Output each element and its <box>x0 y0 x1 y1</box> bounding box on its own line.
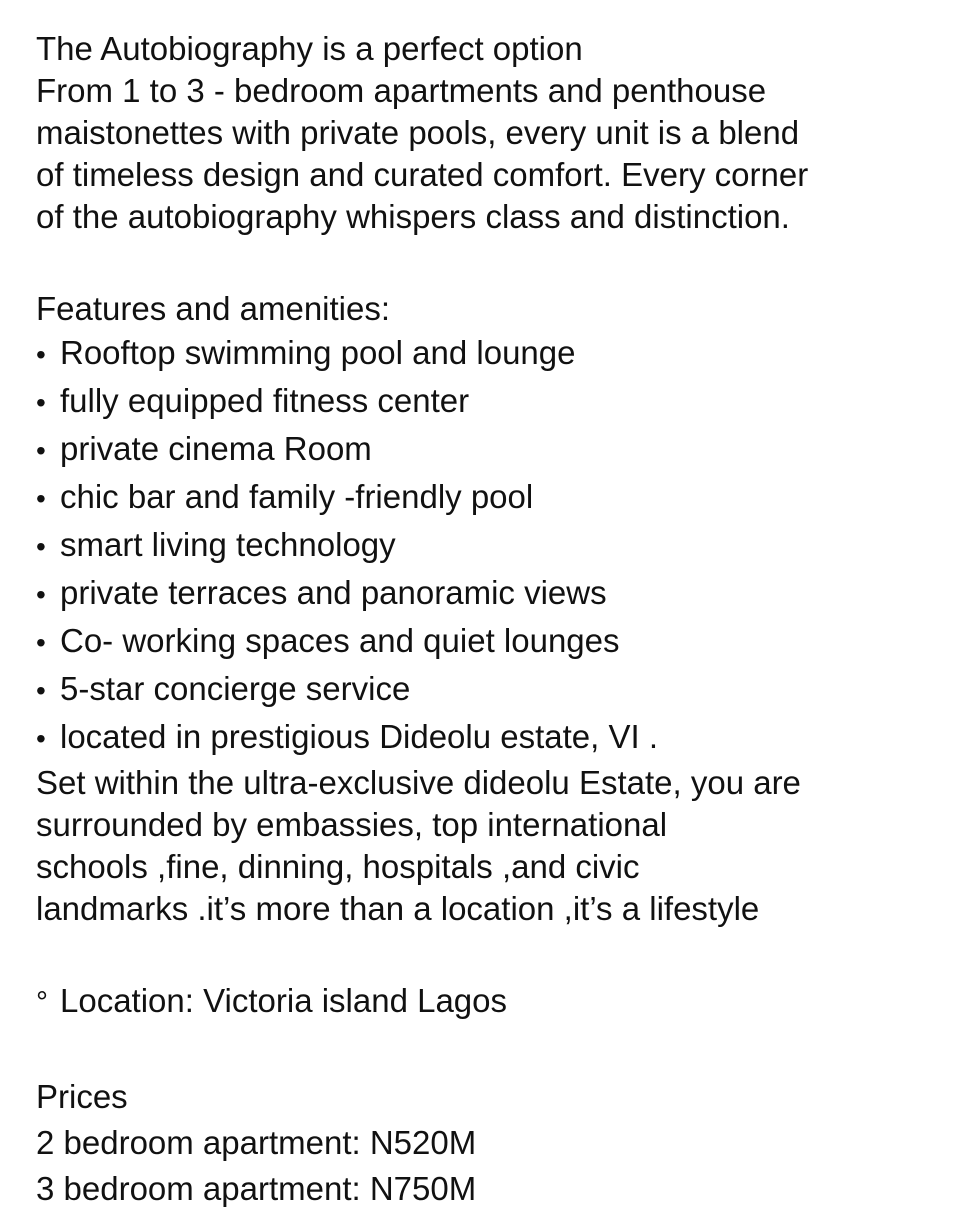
feature-text: Co- working spaces and quiet lounges <box>60 622 620 659</box>
intro-line: of timeless design and curated comfort. Every corner <box>36 156 809 193</box>
feature-text: private terraces and panoramic views <box>60 574 607 611</box>
bullet-icon: • <box>36 483 46 514</box>
spacer <box>36 1024 936 1074</box>
bullet-icon: • <box>36 387 46 418</box>
price-item: 3 bedroom apartment: N750M <box>36 1170 477 1207</box>
spacer <box>36 930 936 980</box>
bullet-icon: • <box>36 675 46 706</box>
bullet-icon: • <box>36 339 46 370</box>
setting-line: surrounded by embassies, top international <box>36 806 668 843</box>
setting-line: schools ,fine, dinning, hospitals ,and civic <box>36 848 640 885</box>
list-item <box>36 570 936 618</box>
price-item: 2 bedroom apartment: N520M <box>36 1124 477 1161</box>
degree-icon: ° <box>36 986 48 1019</box>
setting-line: Set within the ultra-exclusive dideolu Estate, you are <box>36 764 801 801</box>
list-item <box>36 474 936 522</box>
bullet-icon: • <box>36 435 46 466</box>
feature-text: smart living technology <box>60 526 396 563</box>
listing-document <box>36 28 936 1212</box>
bullet-icon: • <box>36 723 46 754</box>
list-item <box>36 426 936 474</box>
features-section <box>36 288 936 762</box>
intro-line: maistonettes with private pools, every unit is a blend <box>36 114 800 151</box>
features-heading: Features and amenities: <box>36 290 391 327</box>
location-line <box>36 980 936 1024</box>
intro-line: From 1 to 3 - bedroom apartments and penthouse <box>36 72 767 109</box>
list-item <box>36 522 936 570</box>
prices-section <box>36 1074 936 1212</box>
intro-title-line: The Autobiography is a perfect option <box>36 30 583 67</box>
list-item <box>36 378 936 426</box>
list-item <box>36 618 936 666</box>
feature-text: located in prestigious Dideolu estate, VI . <box>60 718 659 755</box>
setting-line: landmarks .it’s more than a location ,it’s a lifestyle <box>36 890 760 927</box>
list-item <box>36 714 936 762</box>
feature-text: Rooftop swimming pool and lounge <box>60 334 576 371</box>
prices-heading: Prices <box>36 1078 128 1115</box>
location-text: Location: Victoria island Lagos <box>60 982 508 1019</box>
intro-paragraph <box>36 28 936 238</box>
list-item <box>36 330 936 378</box>
feature-text: chic bar and family -friendly pool <box>60 478 534 515</box>
feature-text: private cinema Room <box>60 430 372 467</box>
bullet-icon: • <box>36 627 46 658</box>
feature-text: fully equipped fitness center <box>60 382 470 419</box>
bullet-icon: • <box>36 531 46 562</box>
setting-paragraph <box>36 762 936 930</box>
spacer <box>36 238 936 288</box>
bullet-icon: • <box>36 579 46 610</box>
list-item <box>36 666 936 714</box>
features-list <box>36 330 936 762</box>
intro-line: of the autobiography whispers class and distinction. <box>36 198 790 235</box>
feature-text: 5-star concierge service <box>60 670 411 707</box>
